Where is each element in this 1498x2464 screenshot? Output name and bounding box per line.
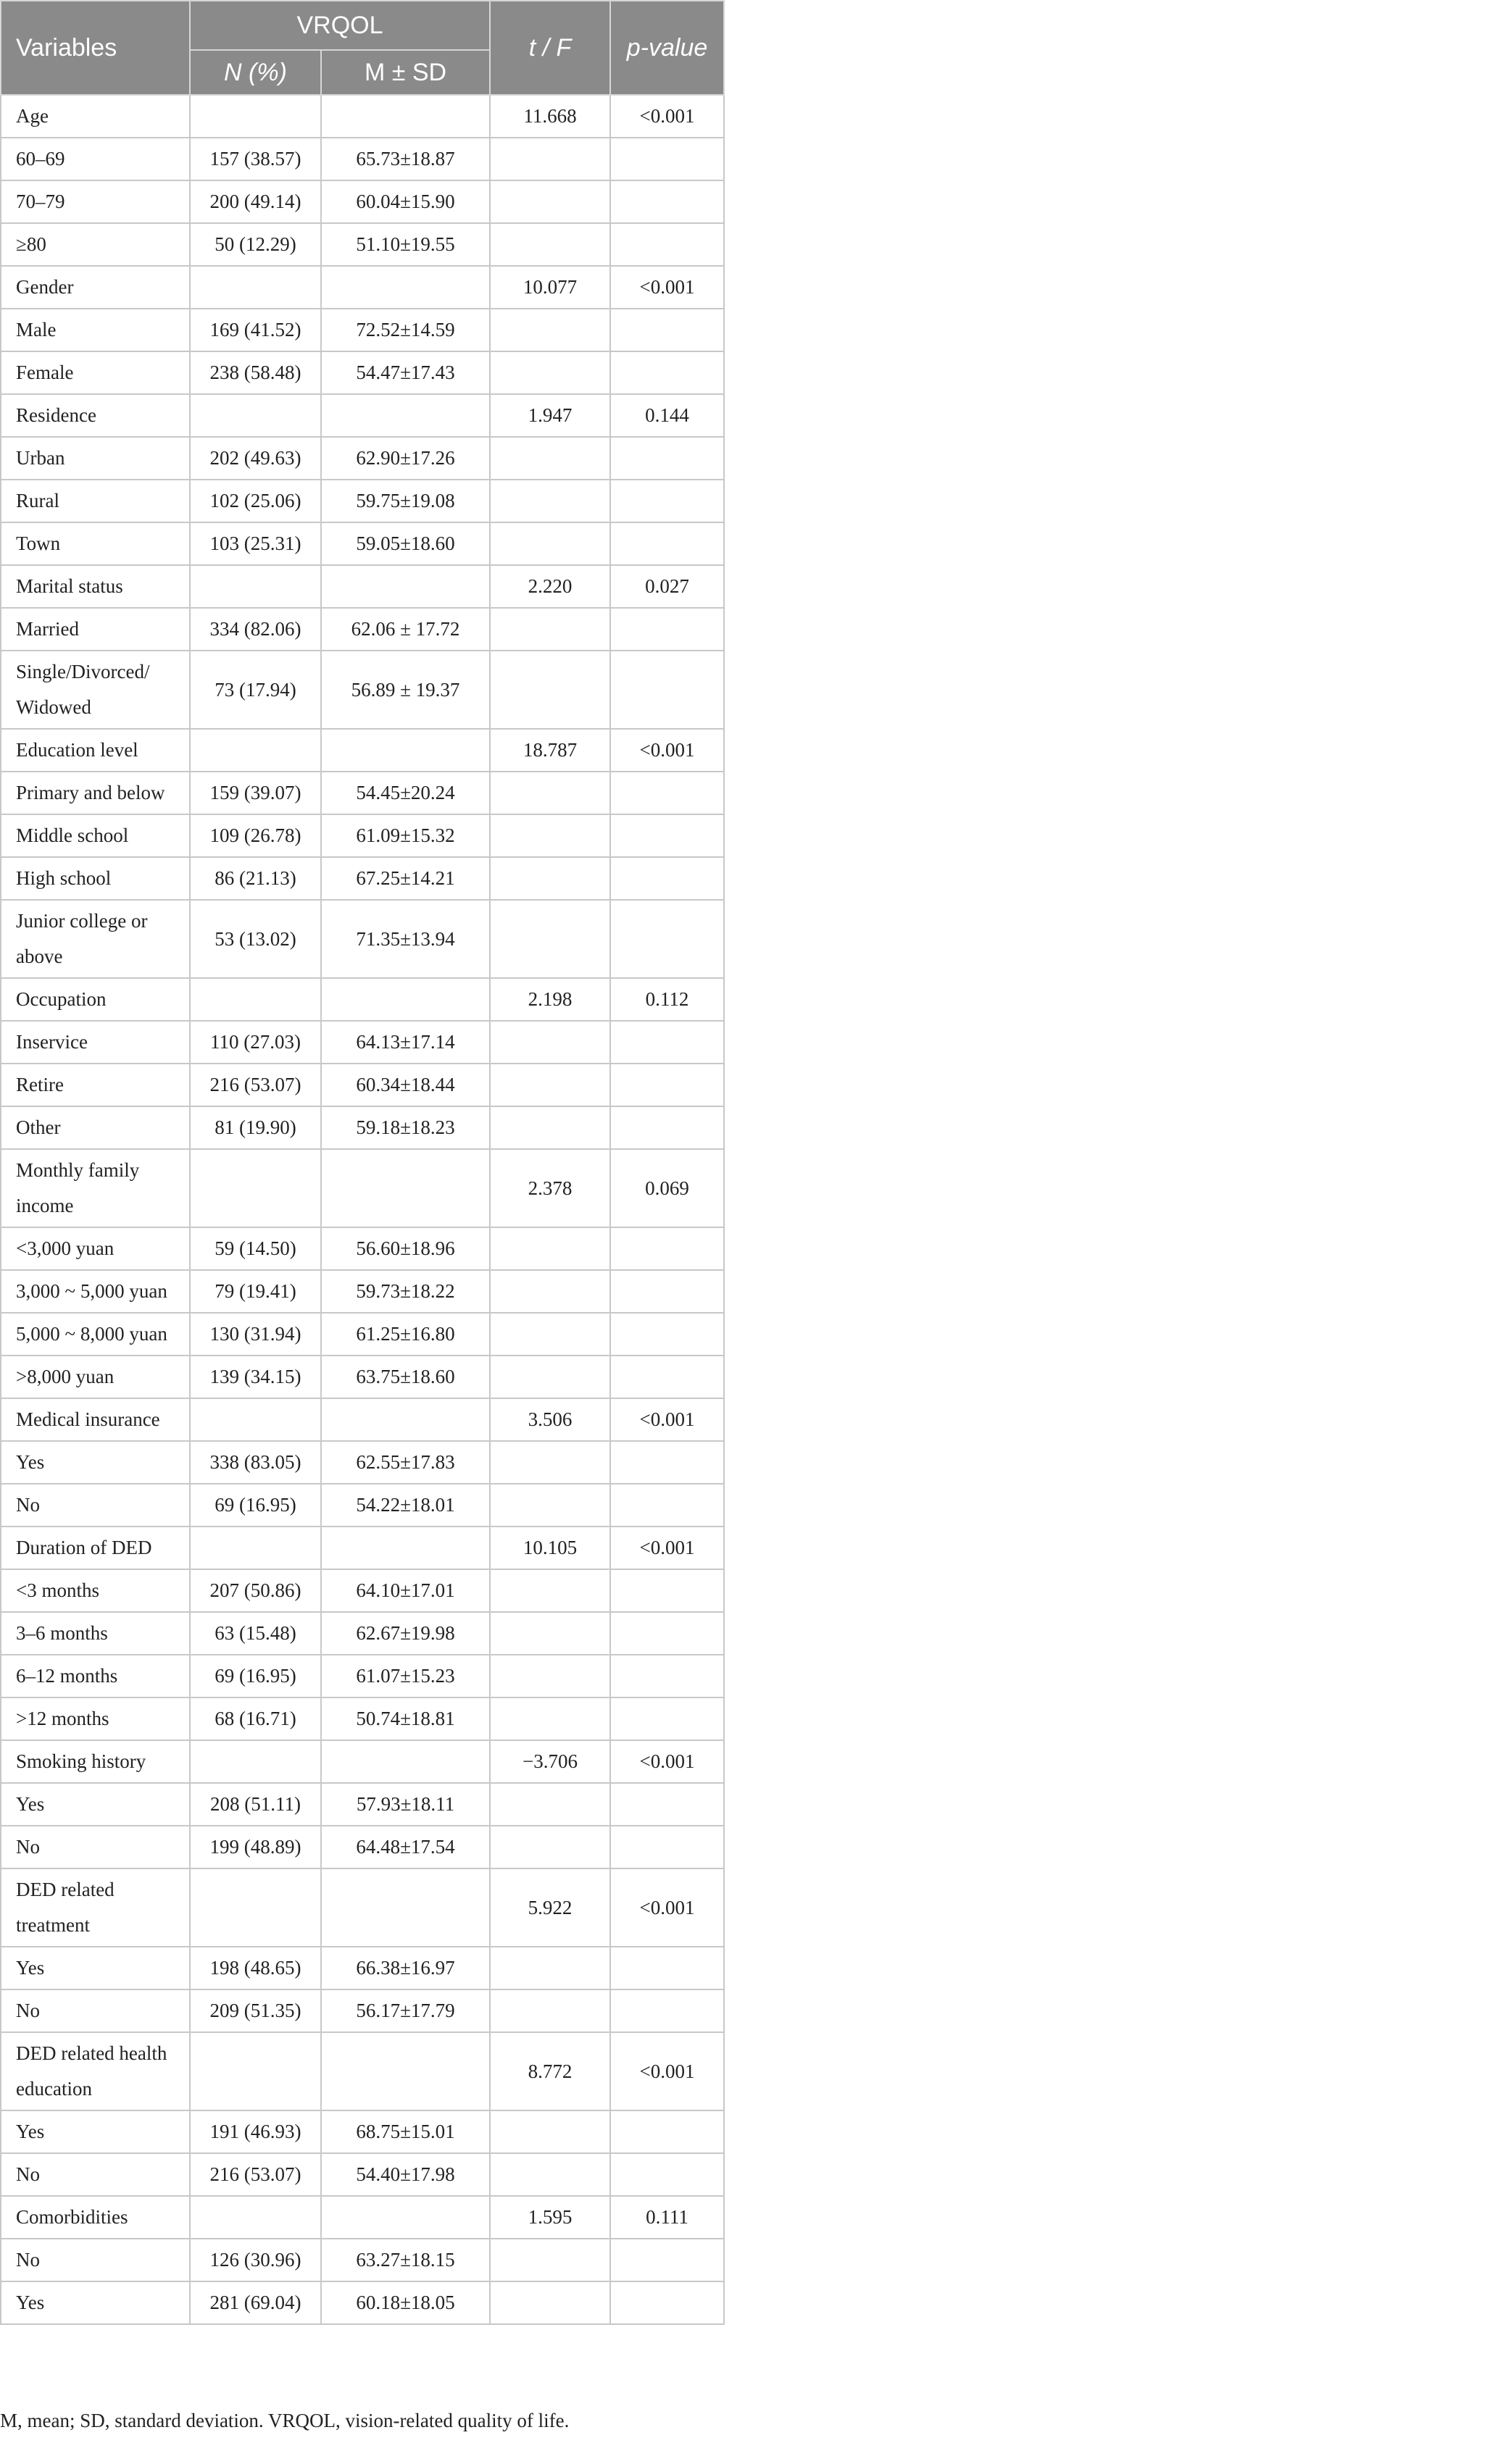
cell-n-percent: 110 (27.03): [190, 1021, 321, 1064]
cell-t-f: 2.198: [490, 978, 610, 1021]
cell-variable: Yes: [1, 1441, 190, 1484]
table-footnote: M, mean; SD, standard deviation. VRQOL, vision-related quality of life.: [0, 2410, 570, 2431]
cell-n-percent: [190, 1149, 321, 1227]
cell-variable: Monthly family income: [1, 1149, 190, 1227]
cell-n-percent: [190, 394, 321, 437]
table-row: [1, 351, 724, 394]
cell-n-percent: 130 (31.94): [190, 1313, 321, 1356]
cell-variable: >12 months: [1, 1697, 190, 1740]
cell-p-value: [610, 2239, 724, 2281]
cell-p-value: [610, 1021, 724, 1064]
cell-variable: 3,000 ~ 5,000 yuan: [1, 1270, 190, 1313]
cell-p-value: 0.112: [610, 978, 724, 1021]
cell-variable: ≥80: [1, 223, 190, 266]
cell-n-percent: [190, 729, 321, 772]
table-row: [1, 1783, 724, 1826]
cell-mean-sd: [321, 1398, 490, 1441]
cell-n-percent: [190, 266, 321, 309]
cell-mean-sd: 51.10±19.55: [321, 223, 490, 266]
cell-p-value: <0.001: [610, 729, 724, 772]
cell-p-value: <0.001: [610, 1527, 724, 1569]
table-row: [1, 1149, 724, 1227]
cell-t-f: [490, 351, 610, 394]
table-row: [1, 978, 724, 1021]
table-row: [1, 1398, 724, 1441]
cell-variable: Retire: [1, 1064, 190, 1106]
cell-t-f: 10.105: [490, 1527, 610, 1569]
cell-mean-sd: [321, 1527, 490, 1569]
cell-mean-sd: [321, 1868, 490, 1947]
table-row: [1, 1612, 724, 1655]
header-mean-sd: M ± SD: [321, 50, 490, 95]
cell-variable: Yes: [1, 1947, 190, 1989]
cell-variable: Urban: [1, 437, 190, 480]
cell-mean-sd: 56.89 ± 19.37: [321, 651, 490, 729]
cell-n-percent: [190, 1868, 321, 1947]
cell-mean-sd: 59.18±18.23: [321, 1106, 490, 1149]
cell-n-percent: 50 (12.29): [190, 223, 321, 266]
cell-p-value: 0.144: [610, 394, 724, 437]
cell-t-f: 1.595: [490, 2196, 610, 2239]
cell-n-percent: 157 (38.57): [190, 138, 321, 180]
table-row: [1, 1227, 724, 1270]
cell-t-f: [490, 900, 610, 978]
cell-mean-sd: [321, 95, 490, 138]
cell-n-percent: 216 (53.07): [190, 1064, 321, 1106]
cell-p-value: [610, 2110, 724, 2153]
table-row: [1, 2032, 724, 2110]
table-row: [1, 651, 724, 729]
cell-mean-sd: 61.09±15.32: [321, 814, 490, 857]
cell-t-f: [490, 1441, 610, 1484]
cell-n-percent: 59 (14.50): [190, 1227, 321, 1270]
cell-mean-sd: 59.05±18.60: [321, 522, 490, 565]
table-row: [1, 480, 724, 522]
table-row: [1, 2281, 724, 2324]
cell-mean-sd: 54.47±17.43: [321, 351, 490, 394]
cell-p-value: [610, 351, 724, 394]
table-row: [1, 857, 724, 900]
cell-mean-sd: 64.10±17.01: [321, 1569, 490, 1612]
cell-mean-sd: 56.60±18.96: [321, 1227, 490, 1270]
table-row: [1, 2239, 724, 2281]
table-row: [1, 1868, 724, 1947]
cell-variable: Gender: [1, 266, 190, 309]
header-t-f: t / F: [490, 1, 610, 95]
cell-p-value: [610, 1826, 724, 1868]
cell-mean-sd: 50.74±18.81: [321, 1697, 490, 1740]
cell-t-f: 8.772: [490, 2032, 610, 2110]
cell-n-percent: [190, 565, 321, 608]
table-row: [1, 309, 724, 351]
table-row: [1, 1313, 724, 1356]
table-row: [1, 1697, 724, 1740]
cell-p-value: [610, 437, 724, 480]
table-row: [1, 1740, 724, 1783]
cell-mean-sd: 64.48±17.54: [321, 1826, 490, 1868]
table-row: [1, 180, 724, 223]
cell-p-value: 0.111: [610, 2196, 724, 2239]
cell-p-value: [610, 1947, 724, 1989]
cell-mean-sd: 54.22±18.01: [321, 1484, 490, 1527]
cell-p-value: [610, 1612, 724, 1655]
cell-p-value: [610, 772, 724, 814]
header-p-value: p-value: [610, 1, 724, 95]
table-row: [1, 814, 724, 857]
cell-mean-sd: [321, 729, 490, 772]
table-row: [1, 437, 724, 480]
cell-p-value: [610, 1655, 724, 1697]
cell-variable: Duration of DED: [1, 1527, 190, 1569]
cell-t-f: [490, 437, 610, 480]
cell-t-f: [490, 772, 610, 814]
cell-t-f: [490, 1484, 610, 1527]
cell-n-percent: 102 (25.06): [190, 480, 321, 522]
cell-p-value: [610, 857, 724, 900]
cell-t-f: [490, 857, 610, 900]
cell-t-f: [490, 1313, 610, 1356]
cell-n-percent: 53 (13.02): [190, 900, 321, 978]
cell-t-f: [490, 1569, 610, 1612]
cell-mean-sd: [321, 565, 490, 608]
cell-p-value: <0.001: [610, 95, 724, 138]
cell-n-percent: 191 (46.93): [190, 2110, 321, 2153]
cell-n-percent: 69 (16.95): [190, 1484, 321, 1527]
cell-variable: <3,000 yuan: [1, 1227, 190, 1270]
cell-n-percent: [190, 2196, 321, 2239]
cell-mean-sd: 71.35±13.94: [321, 900, 490, 978]
table-row: [1, 2196, 724, 2239]
cell-t-f: [490, 2153, 610, 2196]
results-table: [0, 0, 725, 2325]
cell-mean-sd: [321, 394, 490, 437]
cell-mean-sd: 63.75±18.60: [321, 1356, 490, 1398]
cell-t-f: [490, 2110, 610, 2153]
cell-t-f: [490, 1270, 610, 1313]
cell-n-percent: 68 (16.71): [190, 1697, 321, 1740]
table-row: [1, 1484, 724, 1527]
cell-mean-sd: 62.55±17.83: [321, 1441, 490, 1484]
cell-p-value: [610, 522, 724, 565]
table-row: [1, 1064, 724, 1106]
cell-mean-sd: 65.73±18.87: [321, 138, 490, 180]
cell-n-percent: 216 (53.07): [190, 2153, 321, 2196]
cell-t-f: 11.668: [490, 95, 610, 138]
table-row: [1, 1655, 724, 1697]
cell-mean-sd: [321, 2196, 490, 2239]
cell-n-percent: 208 (51.11): [190, 1783, 321, 1826]
cell-variable: >8,000 yuan: [1, 1356, 190, 1398]
cell-variable: Other: [1, 1106, 190, 1149]
table-row: [1, 1527, 724, 1569]
cell-mean-sd: 68.75±15.01: [321, 2110, 490, 2153]
cell-p-value: [610, 651, 724, 729]
cell-t-f: [490, 480, 610, 522]
cell-variable: Yes: [1, 2110, 190, 2153]
cell-variable: Yes: [1, 2281, 190, 2324]
table-row: [1, 1270, 724, 1313]
cell-t-f: [490, 1826, 610, 1868]
table-row: [1, 729, 724, 772]
cell-mean-sd: 62.90±17.26: [321, 437, 490, 480]
cell-t-f: [490, 1106, 610, 1149]
cell-n-percent: 86 (21.13): [190, 857, 321, 900]
cell-variable: Primary and below: [1, 772, 190, 814]
cell-p-value: <0.001: [610, 2032, 724, 2110]
cell-t-f: [490, 651, 610, 729]
cell-mean-sd: [321, 2032, 490, 2110]
cell-variable: Junior college or above: [1, 900, 190, 978]
cell-mean-sd: 60.34±18.44: [321, 1064, 490, 1106]
cell-p-value: [610, 608, 724, 651]
table-row: [1, 772, 724, 814]
cell-p-value: [610, 1569, 724, 1612]
cell-t-f: [490, 1356, 610, 1398]
cell-t-f: 1.947: [490, 394, 610, 437]
cell-variable: Female: [1, 351, 190, 394]
cell-p-value: [610, 1313, 724, 1356]
cell-t-f: 2.220: [490, 565, 610, 608]
table-row: [1, 138, 724, 180]
cell-n-percent: 198 (48.65): [190, 1947, 321, 1989]
cell-p-value: [610, 814, 724, 857]
cell-n-percent: [190, 1527, 321, 1569]
cell-p-value: 0.027: [610, 565, 724, 608]
table-row: [1, 565, 724, 608]
cell-n-percent: [190, 978, 321, 1021]
cell-p-value: [610, 1227, 724, 1270]
table-row: [1, 1106, 724, 1149]
cell-p-value: [610, 1270, 724, 1313]
cell-n-percent: [190, 1398, 321, 1441]
cell-t-f: [490, 309, 610, 351]
cell-variable: No: [1, 1484, 190, 1527]
table-row: [1, 1947, 724, 1989]
cell-mean-sd: 62.67±19.98: [321, 1612, 490, 1655]
cell-mean-sd: 60.04±15.90: [321, 180, 490, 223]
table-row: [1, 1826, 724, 1868]
cell-n-percent: 73 (17.94): [190, 651, 321, 729]
cell-variable: Town: [1, 522, 190, 565]
cell-p-value: [610, 2281, 724, 2324]
cell-mean-sd: 57.93±18.11: [321, 1783, 490, 1826]
table-row: [1, 522, 724, 565]
table-row: [1, 1989, 724, 2032]
cell-mean-sd: 54.45±20.24: [321, 772, 490, 814]
cell-variable: Occupation: [1, 978, 190, 1021]
cell-t-f: [490, 1989, 610, 2032]
cell-t-f: 5.922: [490, 1868, 610, 1947]
table-body: [1, 95, 724, 2324]
cell-t-f: [490, 1655, 610, 1697]
cell-mean-sd: 62.06 ± 17.72: [321, 608, 490, 651]
cell-mean-sd: 67.25±14.21: [321, 857, 490, 900]
cell-mean-sd: [321, 266, 490, 309]
cell-variable: 3–6 months: [1, 1612, 190, 1655]
cell-n-percent: [190, 2032, 321, 2110]
cell-mean-sd: 59.75±19.08: [321, 480, 490, 522]
cell-t-f: [490, 814, 610, 857]
cell-t-f: [490, 1947, 610, 1989]
cell-t-f: 3.506: [490, 1398, 610, 1441]
results-table-container: [0, 0, 723, 2325]
cell-variable: No: [1, 2239, 190, 2281]
cell-variable: Inservice: [1, 1021, 190, 1064]
cell-t-f: [490, 138, 610, 180]
cell-mean-sd: 63.27±18.15: [321, 2239, 490, 2281]
cell-variable: Rural: [1, 480, 190, 522]
table-row: [1, 1441, 724, 1484]
cell-variable: Married: [1, 608, 190, 651]
cell-variable: Age: [1, 95, 190, 138]
cell-variable: Education level: [1, 729, 190, 772]
cell-t-f: [490, 522, 610, 565]
cell-n-percent: 281 (69.04): [190, 2281, 321, 2324]
cell-p-value: [610, 900, 724, 978]
cell-t-f: [490, 1021, 610, 1064]
cell-variable: 70–79: [1, 180, 190, 223]
cell-t-f: [490, 1227, 610, 1270]
cell-n-percent: 109 (26.78): [190, 814, 321, 857]
cell-t-f: 10.077: [490, 266, 610, 309]
cell-variable: Marital status: [1, 565, 190, 608]
cell-p-value: [610, 138, 724, 180]
cell-p-value: [610, 1441, 724, 1484]
cell-variable: Single/Divorced/ Widowed: [1, 651, 190, 729]
table-row: [1, 266, 724, 309]
cell-mean-sd: 60.18±18.05: [321, 2281, 490, 2324]
cell-n-percent: 103 (25.31): [190, 522, 321, 565]
cell-variable: Yes: [1, 1783, 190, 1826]
cell-mean-sd: 61.25±16.80: [321, 1313, 490, 1356]
cell-n-percent: 169 (41.52): [190, 309, 321, 351]
cell-p-value: [610, 1989, 724, 2032]
cell-t-f: −3.706: [490, 1740, 610, 1783]
cell-p-value: [610, 2153, 724, 2196]
header-n-percent: N (%): [190, 50, 321, 95]
cell-p-value: [610, 1064, 724, 1106]
cell-t-f: [490, 1783, 610, 1826]
cell-p-value: <0.001: [610, 1398, 724, 1441]
cell-variable: 5,000 ~ 8,000 yuan: [1, 1313, 190, 1356]
table-row: [1, 1021, 724, 1064]
cell-n-percent: 209 (51.35): [190, 1989, 321, 2032]
cell-n-percent: 126 (30.96): [190, 2239, 321, 2281]
cell-variable: DED related treatment: [1, 1868, 190, 1947]
cell-p-value: [610, 309, 724, 351]
cell-t-f: [490, 1064, 610, 1106]
cell-p-value: [610, 180, 724, 223]
cell-n-percent: 79 (19.41): [190, 1270, 321, 1313]
cell-mean-sd: 54.40±17.98: [321, 2153, 490, 2196]
cell-variable: No: [1, 2153, 190, 2196]
cell-mean-sd: 61.07±15.23: [321, 1655, 490, 1697]
cell-variable: Smoking history: [1, 1740, 190, 1783]
cell-variable: Male: [1, 309, 190, 351]
cell-n-percent: 207 (50.86): [190, 1569, 321, 1612]
cell-variable: No: [1, 1989, 190, 2032]
cell-mean-sd: [321, 978, 490, 1021]
cell-p-value: [610, 1106, 724, 1149]
cell-p-value: [610, 1356, 724, 1398]
cell-p-value: 0.069: [610, 1149, 724, 1227]
cell-n-percent: 199 (48.89): [190, 1826, 321, 1868]
table-row: [1, 1356, 724, 1398]
cell-variable: High school: [1, 857, 190, 900]
cell-t-f: [490, 180, 610, 223]
cell-t-f: [490, 1612, 610, 1655]
cell-variable: <3 months: [1, 1569, 190, 1612]
cell-mean-sd: 59.73±18.22: [321, 1270, 490, 1313]
cell-n-percent: 139 (34.15): [190, 1356, 321, 1398]
cell-p-value: [610, 480, 724, 522]
cell-p-value: <0.001: [610, 1740, 724, 1783]
cell-variable: Middle school: [1, 814, 190, 857]
cell-n-percent: 200 (49.14): [190, 180, 321, 223]
cell-t-f: [490, 2281, 610, 2324]
cell-n-percent: 202 (49.63): [190, 437, 321, 480]
cell-mean-sd: 56.17±17.79: [321, 1989, 490, 2032]
cell-n-percent: 69 (16.95): [190, 1655, 321, 1697]
cell-p-value: [610, 1783, 724, 1826]
table-row: [1, 608, 724, 651]
cell-n-percent: 81 (19.90): [190, 1106, 321, 1149]
cell-mean-sd: 72.52±14.59: [321, 309, 490, 351]
cell-variable: 60–69: [1, 138, 190, 180]
cell-n-percent: 63 (15.48): [190, 1612, 321, 1655]
cell-n-percent: 238 (58.48): [190, 351, 321, 394]
table-header: [1, 1, 724, 95]
cell-n-percent: 159 (39.07): [190, 772, 321, 814]
cell-p-value: <0.001: [610, 266, 724, 309]
cell-mean-sd: [321, 1740, 490, 1783]
cell-variable: Medical insurance: [1, 1398, 190, 1441]
table-row: [1, 2110, 724, 2153]
header-variables: Variables: [1, 1, 190, 95]
cell-t-f: [490, 1697, 610, 1740]
cell-t-f: [490, 223, 610, 266]
cell-t-f: [490, 608, 610, 651]
cell-t-f: 18.787: [490, 729, 610, 772]
cell-t-f: 2.378: [490, 1149, 610, 1227]
cell-p-value: <0.001: [610, 1868, 724, 1947]
cell-n-percent: 334 (82.06): [190, 608, 321, 651]
cell-mean-sd: 64.13±17.14: [321, 1021, 490, 1064]
cell-variable: 6–12 months: [1, 1655, 190, 1697]
cell-p-value: [610, 1484, 724, 1527]
cell-variable: No: [1, 1826, 190, 1868]
table-row: [1, 2153, 724, 2196]
table-row: [1, 394, 724, 437]
cell-t-f: [490, 2239, 610, 2281]
cell-variable: Residence: [1, 394, 190, 437]
cell-n-percent: 338 (83.05): [190, 1441, 321, 1484]
cell-n-percent: [190, 95, 321, 138]
cell-variable: Comorbidities: [1, 2196, 190, 2239]
table-row: [1, 95, 724, 138]
cell-mean-sd: 66.38±16.97: [321, 1947, 490, 1989]
cell-mean-sd: [321, 1149, 490, 1227]
cell-n-percent: [190, 1740, 321, 1783]
header-vrqol: VRQOL: [190, 1, 490, 50]
cell-p-value: [610, 1697, 724, 1740]
cell-p-value: [610, 223, 724, 266]
cell-variable: DED related health education: [1, 2032, 190, 2110]
table-row: [1, 900, 724, 978]
table-row: [1, 223, 724, 266]
table-row: [1, 1569, 724, 1612]
